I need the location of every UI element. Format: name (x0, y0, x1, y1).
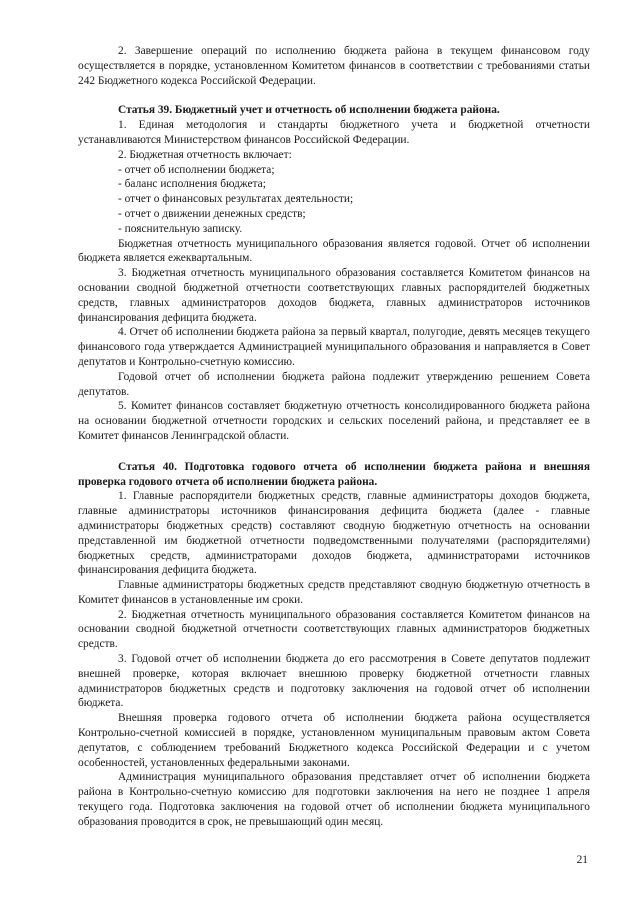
paragraph: 3. Бюджетная отчетность муниципального образования составляется Комитетом финансов на основании сводной бюджетной отчетности соответствующих главных распорядителей бюджетных средств, главных администраторов доходов бюджета, главных администраторов источников финансирования дефицита бюджета. (78, 267, 590, 324)
paragraph: Бюджетная отчетность муниципального образования является годовой. Отчет об исполнении бюджета является ежеквартальным. (78, 237, 590, 265)
list-item: - отчет о финансовых результатах деятельности; (118, 193, 354, 206)
paragraph: 2. Бюджетная отчетность муниципального образования составляется Комитетом финансов на основании сводной бюджетной отчетности соответствующих главных администраторов бюджетных средств. (78, 608, 590, 651)
list-item: 2. Бюджетная отчетность включает: (118, 148, 292, 161)
paragraph: 3. Годовой отчет об исполнении бюджета до его рассмотрения в Совете депутатов подлежит внешней проверке, которая включает внешнюю проверку бюджетной отчетности главных администраторов бюджетных средств и подготовку заключения на годовой отчет об исполнении бюджета. (78, 653, 590, 710)
paragraph: 1. Единая методология и стандарты бюджетного учета и бюджетной отчетности устанавливаются Министерством финансов Российской Федерации. (78, 119, 590, 146)
article-heading: Статья 39. Бюджетный учет и отчетность об исполнении бюджета района. (118, 104, 500, 117)
paragraph: 5. Комитет финансов составляет бюджетную отчетность консолидированного бюджета района на основании бюджетной отчетности городских и сельских поселений района, и представляет ее в Комитет финансов Ленинградской области. (78, 400, 590, 442)
paragraph: 1. Главные распорядители бюджетных средств, главные администраторы доходов бюджета, главные администраторы источников финансирования дефицита бюджета (далее - главные администраторы бюджетных средств) составляют сводную бюджетную отчетность на основании представленной им бюджетной отчетности подведомственными получателями (распорядителями) бюджетных средств, администраторами доходов бюджета, администраторами источников финансирования дефицита бюджета. (78, 490, 590, 577)
list-item: - отчет о движении денежных средств; (118, 207, 306, 220)
paragraph: 2. Завершение операций по исполнению бюджета района в текущем финансовом году осуществляется в порядке, установленном Комитетом финансов в соответствии с требованиями статьи 242 Бюджетного кодекса Российской Федерации. (78, 45, 590, 87)
paragraph: Внешняя проверка годового отчета об исполнении бюджета района осуществляется Контрольно-счетной комиссией в порядке, установленном муниципальным правовым актом Совета депутатов, с соблюдением требований Бюджетного кодекса Российской Федерации и с учетом особенностей, установленных федеральными законами. (78, 712, 590, 769)
paragraph: Главные администраторы бюджетных средств представляют сводную бюджетную отчетность в Комитет финансов в установленные им сроки. (78, 579, 590, 606)
paragraph: Администрация муниципального образования представляет отчет об исполнении бюджета района в Контрольно-счетную комиссию для подготовки заключения на него не позднее 1 апреля текущего года. Подготовка заключения на годовой отчет об исполнении бюджета муниципального образования проводится в срок, не превышающий один месяц. (78, 771, 590, 828)
document-body (78, 44, 590, 830)
paragraph: 4. Отчет об исполнении бюджета района за первый квартал, полугодие, девять месяцев текущего финансового года утверждается Администрацией муниципального образования и направляется в Совет депутатов и Контрольно-счетную комиссию. (78, 326, 590, 368)
article-heading: Статья 40. Подготовка годового отчета об исполнении бюджета района и внешняя проверка годового отчета об исполнении бюджета района. (78, 460, 590, 488)
paragraph: Годовой отчет об исполнении бюджета района подлежит утверждению решением Совета депутатов. (78, 370, 590, 398)
list-item: - отчет об исполнении бюджета; (118, 163, 275, 176)
list-item: - баланс исполнения бюджета; (118, 178, 266, 191)
list-item: - пояснительную записку. (118, 222, 243, 235)
paragraph-spacer (78, 88, 590, 103)
paragraph-spacer (78, 444, 590, 460)
page-number: 21 (576, 854, 588, 866)
